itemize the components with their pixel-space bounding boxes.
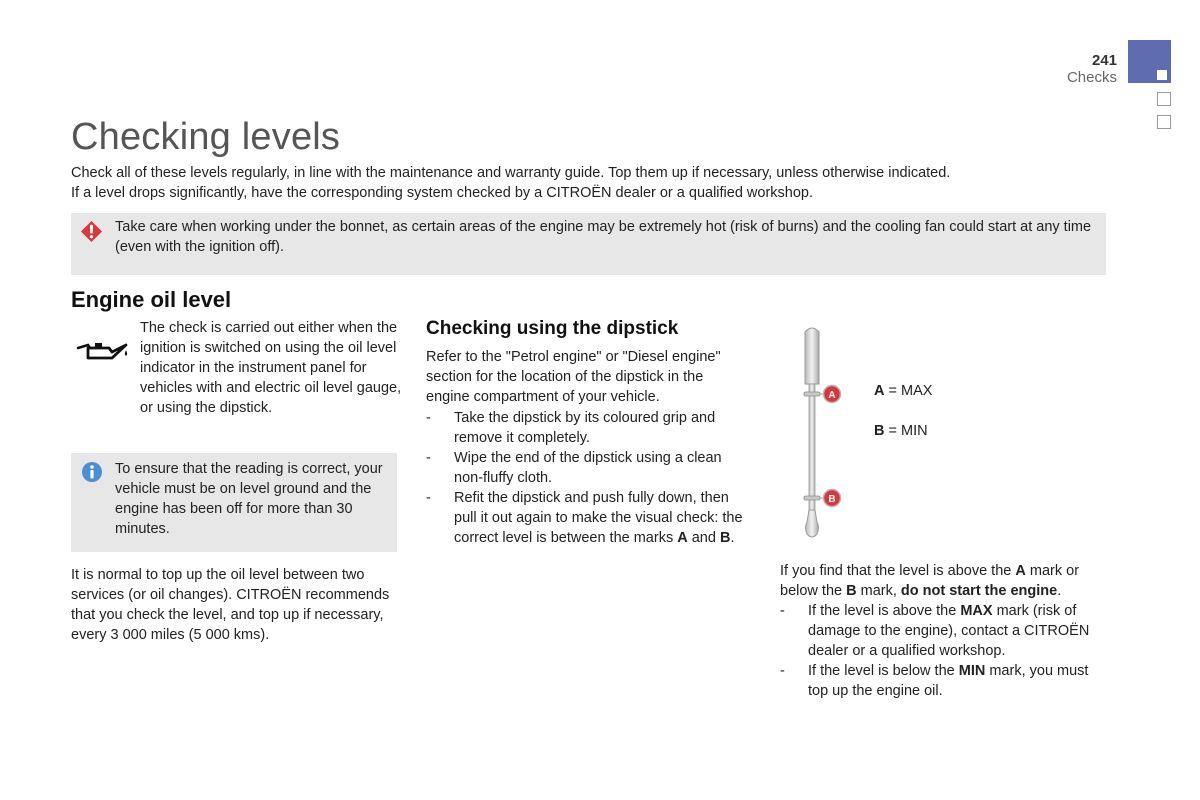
dipstick-mark-a [804, 392, 820, 396]
label-max [874, 383, 932, 399]
list-item-text: . [730, 530, 735, 546]
list-item [780, 601, 1110, 661]
section-title-dipstick: Checking using the dipstick [426, 318, 679, 339]
label-max-value: = MAX [884, 383, 933, 399]
dipstick-mark-b [804, 496, 820, 500]
list-dash: - [780, 603, 785, 619]
section-title-engine-oil: Engine oil level [71, 287, 232, 312]
dipstick-intro: Refer to the "Petrol engine" or "Diesel engine" section for the location of the dipstick in the engine compartment of your vehicle. [426, 349, 721, 405]
label-max-key: A [874, 383, 885, 399]
list-dash: - [780, 663, 785, 679]
dipstick-steps [426, 408, 751, 548]
list-item [426, 408, 751, 448]
list-dash: - [426, 450, 431, 466]
warning-exclamation-icon [80, 220, 103, 243]
list-item-text: Wipe the end of the dipstick using a clean non-fluffy cloth. [454, 450, 722, 486]
list-item-bold: MIN [958, 663, 986, 679]
label-min-key: B [874, 423, 885, 439]
list-item [426, 488, 751, 548]
info-text: To ensure that the reading is correct, your vehicle must be on level ground and the engine has been off for more than 30 minutes. [115, 461, 383, 537]
list-item-text: If the level is above the [808, 603, 961, 619]
page-title: Checking levels [71, 116, 341, 158]
list-item-text: and [687, 530, 720, 546]
list-item [426, 448, 751, 488]
result-mark-a: A [1015, 563, 1026, 579]
result-text-part: If you find that the level is above the [780, 563, 1016, 579]
result-text-part: mark or below the [780, 563, 1080, 599]
section-tab-box [1157, 92, 1171, 106]
level-result-text [780, 561, 1110, 601]
label-min [874, 423, 928, 439]
dipstick-illustration [793, 322, 853, 547]
section-tab-box [1157, 115, 1171, 129]
result-warning: do not start the engine [900, 583, 1058, 599]
oil-can-icon [76, 338, 130, 364]
list-item-text: Take the dipstick by its coloured grip and remove it completely. [454, 410, 716, 446]
engine-oil-text: The check is carried out either when the ignition is switched on using the oil level indicator in the instrument panel for vehicles with and electric oil level gauge, or using the dipstick. [140, 320, 402, 416]
result-mark-b: B [846, 583, 857, 599]
result-text-part: mark, [856, 583, 901, 599]
list-item-text: mark (risk of damage to the engine), contact a CITROËN dealer or a qualified workshop. [808, 603, 1090, 659]
list-item-text: If the level is below the [808, 663, 959, 679]
marker-a-letter: A [828, 390, 836, 401]
mark-a-ref: A [677, 530, 688, 546]
list-item-text: Refit the dipstick and push fully down, then pull it out again to make the visual check: the correct level is between the marks [454, 490, 743, 546]
info-icon [81, 461, 103, 483]
page-number: 241 [1091, 52, 1117, 69]
mark-b-ref: B [719, 530, 731, 546]
list-dash: - [426, 490, 431, 506]
level-result-list [780, 601, 1110, 701]
intro-text [71, 163, 1101, 203]
list-item-text: mark, you must top up the engine oil. [808, 663, 1089, 699]
top-up-note: It is normal to top up the oil level between two services (or oil changes). CITROËN recommends that you check the level, and top up if necessary, every 3 000 miles (5 000 kms). [71, 567, 390, 643]
section-name: Checks [1066, 69, 1117, 86]
intro-line: If a level drops significantly, have the corresponding system checked by a CITROËN dealer or a qualified workshop. [71, 185, 814, 201]
list-item [780, 661, 1110, 701]
section-tab-marker [1157, 70, 1167, 80]
result-text-part: . [1057, 583, 1062, 599]
marker-b-letter: B [828, 494, 836, 505]
list-item-bold: MAX [960, 603, 993, 619]
warning-text: Take care when working under the bonnet, as certain areas of the engine may be extremely hot (risk of burns) and the cooling fan could start at any time (even with the ignition off). [115, 219, 1092, 255]
intro-line: Check all of these levels regularly, in line with the maintenance and warranty guide. Top them up if necessary, unless otherwise indicated. [71, 165, 951, 181]
list-dash: - [426, 410, 431, 426]
label-min-value: = MIN [884, 423, 928, 439]
